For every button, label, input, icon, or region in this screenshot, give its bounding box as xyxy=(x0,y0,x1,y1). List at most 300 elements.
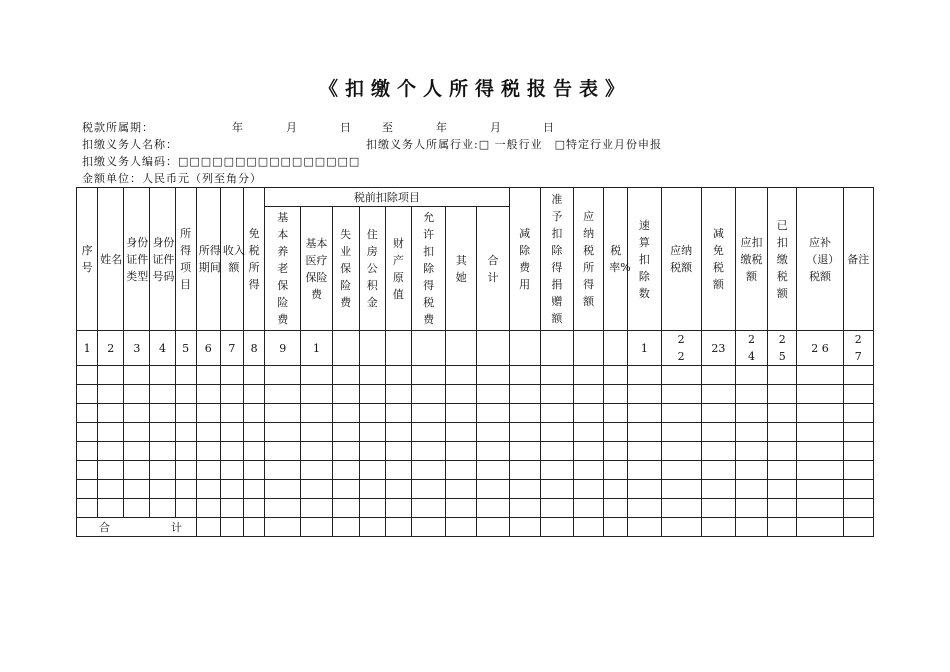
table-cell[interactable] xyxy=(301,499,332,518)
table-cell[interactable] xyxy=(509,404,540,423)
col-number xyxy=(540,331,573,366)
table-cell[interactable] xyxy=(124,499,150,518)
table-cell[interactable] xyxy=(540,404,573,423)
col-header-housing-fund: 住房公积金 xyxy=(359,207,385,331)
table-cell[interactable] xyxy=(628,461,661,480)
table-cell[interactable] xyxy=(797,385,843,404)
table-cell[interactable] xyxy=(628,518,661,537)
table-cell[interactable] xyxy=(661,404,701,423)
table-cell[interactable] xyxy=(244,518,265,537)
table-cell[interactable] xyxy=(628,385,661,404)
table-cell[interactable] xyxy=(244,385,265,404)
table-cell[interactable] xyxy=(604,366,628,385)
table-cell[interactable] xyxy=(701,499,735,518)
col-header-index: 序号 xyxy=(77,188,98,331)
table-cell[interactable] xyxy=(196,442,220,461)
period-year: 年 xyxy=(232,121,244,134)
table-cell[interactable] xyxy=(509,499,540,518)
table-cell[interactable] xyxy=(768,461,797,480)
table-cell[interactable] xyxy=(332,423,359,442)
table-cell[interactable] xyxy=(735,385,767,404)
table-cell[interactable] xyxy=(843,442,873,461)
col-header-allowed-taxes: 允许扣除得税费 xyxy=(412,207,446,331)
table-cell[interactable] xyxy=(509,366,540,385)
table-cell[interactable] xyxy=(265,404,301,423)
table-cell[interactable] xyxy=(701,442,735,461)
table-cell[interactable] xyxy=(540,442,573,461)
table-cell[interactable] xyxy=(265,442,301,461)
table-cell[interactable] xyxy=(332,404,359,423)
table-cell[interactable] xyxy=(359,404,385,423)
table-row xyxy=(77,442,874,461)
table-cell[interactable] xyxy=(385,366,411,385)
table-cell[interactable] xyxy=(98,423,124,442)
table-cell[interactable] xyxy=(220,442,243,461)
table-cell[interactable] xyxy=(843,366,873,385)
table-cell[interactable] xyxy=(124,385,150,404)
col-number xyxy=(509,331,540,366)
table-cell[interactable] xyxy=(477,442,509,461)
table-cell[interactable] xyxy=(412,461,446,480)
table-cell[interactable] xyxy=(359,518,385,537)
total-row xyxy=(77,518,874,537)
table-cell[interactable] xyxy=(628,499,661,518)
col-number xyxy=(359,331,385,366)
col-header-subtotal: 合计 xyxy=(477,207,509,331)
table-cell[interactable] xyxy=(412,518,446,537)
table-cell[interactable] xyxy=(573,461,603,480)
table-cell[interactable] xyxy=(540,499,573,518)
table-cell[interactable] xyxy=(77,385,98,404)
table-cell[interactable] xyxy=(77,366,98,385)
table-cell[interactable] xyxy=(768,480,797,499)
table-cell[interactable] xyxy=(628,423,661,442)
col-number: 8 xyxy=(244,331,265,366)
col-number: 22 xyxy=(661,331,701,366)
col-header-property-value: 财产原值 xyxy=(385,207,411,331)
table-cell[interactable] xyxy=(124,366,150,385)
table-cell[interactable] xyxy=(412,404,446,423)
header-row-1 xyxy=(77,188,874,207)
table-cell[interactable] xyxy=(150,480,175,499)
table-cell[interactable] xyxy=(175,499,196,518)
table-cell[interactable] xyxy=(604,385,628,404)
table-cell[interactable] xyxy=(661,480,701,499)
table-cell[interactable] xyxy=(735,461,767,480)
table-cell[interactable] xyxy=(735,518,767,537)
table-cell[interactable] xyxy=(412,480,446,499)
table-cell[interactable] xyxy=(573,499,603,518)
table-cell[interactable] xyxy=(244,461,265,480)
table-cell[interactable] xyxy=(175,442,196,461)
table-cell[interactable] xyxy=(359,461,385,480)
table-cell[interactable] xyxy=(196,385,220,404)
table-cell[interactable] xyxy=(196,518,220,537)
table-cell[interactable] xyxy=(244,480,265,499)
table-row xyxy=(77,423,874,442)
table-cell[interactable] xyxy=(661,518,701,537)
table-cell[interactable] xyxy=(265,499,301,518)
table-cell[interactable] xyxy=(477,518,509,537)
table-cell[interactable] xyxy=(604,499,628,518)
table-cell[interactable] xyxy=(446,404,477,423)
table-cell[interactable] xyxy=(265,366,301,385)
table-cell[interactable] xyxy=(701,385,735,404)
table-row xyxy=(77,480,874,499)
table-cell[interactable] xyxy=(573,423,603,442)
table-cell[interactable] xyxy=(446,518,477,537)
table-cell[interactable] xyxy=(477,366,509,385)
table-cell[interactable] xyxy=(768,442,797,461)
table-cell[interactable] xyxy=(797,461,843,480)
table-cell[interactable] xyxy=(124,480,150,499)
total-label: 合 计 xyxy=(77,518,197,537)
table-cell[interactable] xyxy=(604,461,628,480)
table-cell[interactable] xyxy=(628,442,661,461)
table-cell[interactable] xyxy=(477,461,509,480)
col-header-tax-withheld: 已扣缴税额 xyxy=(768,188,797,331)
table-cell[interactable] xyxy=(220,423,243,442)
col-number: 4 xyxy=(150,331,175,366)
table-cell[interactable] xyxy=(98,480,124,499)
table-cell[interactable] xyxy=(220,499,243,518)
table-cell[interactable] xyxy=(628,366,661,385)
table-cell[interactable] xyxy=(446,480,477,499)
table-cell[interactable] xyxy=(385,518,411,537)
table-cell[interactable] xyxy=(573,404,603,423)
table-cell[interactable] xyxy=(301,518,332,537)
table-cell[interactable] xyxy=(768,499,797,518)
table-cell[interactable] xyxy=(124,442,150,461)
table-cell[interactable] xyxy=(797,480,843,499)
table-cell[interactable] xyxy=(735,366,767,385)
table-cell[interactable] xyxy=(301,404,332,423)
table-cell[interactable] xyxy=(359,385,385,404)
table-cell[interactable] xyxy=(768,366,797,385)
column-number-row xyxy=(77,331,874,366)
table-cell[interactable] xyxy=(359,480,385,499)
table-cell[interactable] xyxy=(175,480,196,499)
table-cell[interactable] xyxy=(661,385,701,404)
col-number xyxy=(477,331,509,366)
table-cell[interactable] xyxy=(196,480,220,499)
table-cell[interactable] xyxy=(244,442,265,461)
table-cell[interactable] xyxy=(509,461,540,480)
table-cell[interactable] xyxy=(509,518,540,537)
table-cell[interactable] xyxy=(220,366,243,385)
period-to: 至 xyxy=(382,121,394,134)
table-cell[interactable] xyxy=(301,385,332,404)
table-cell[interactable] xyxy=(220,518,243,537)
table-cell[interactable] xyxy=(604,423,628,442)
col-header-tax-free-income: 免税所得 xyxy=(244,188,265,331)
table-cell[interactable] xyxy=(843,480,873,499)
table-cell[interactable] xyxy=(301,461,332,480)
table-cell[interactable] xyxy=(446,366,477,385)
table-cell[interactable] xyxy=(843,423,873,442)
table-cell[interactable] xyxy=(196,499,220,518)
table-cell[interactable] xyxy=(98,404,124,423)
table-cell[interactable] xyxy=(628,404,661,423)
table-cell[interactable] xyxy=(98,366,124,385)
table-cell[interactable] xyxy=(797,518,843,537)
table-cell[interactable] xyxy=(540,480,573,499)
table-cell[interactable] xyxy=(220,404,243,423)
table-cell[interactable] xyxy=(196,423,220,442)
table-cell[interactable] xyxy=(540,385,573,404)
table-cell[interactable] xyxy=(265,385,301,404)
table-cell[interactable] xyxy=(446,442,477,461)
table-cell[interactable] xyxy=(332,461,359,480)
table-cell[interactable] xyxy=(661,366,701,385)
table-cell[interactable] xyxy=(768,518,797,537)
table-cell[interactable] xyxy=(843,461,873,480)
table-cell[interactable] xyxy=(412,366,446,385)
table-cell[interactable] xyxy=(843,518,873,537)
table-cell[interactable] xyxy=(98,499,124,518)
table-cell[interactable] xyxy=(77,404,98,423)
table-cell[interactable] xyxy=(446,385,477,404)
col-header-income-item: 所得项目 xyxy=(175,188,196,331)
table-cell[interactable] xyxy=(77,461,98,480)
table-cell[interactable] xyxy=(359,366,385,385)
table-cell[interactable] xyxy=(797,442,843,461)
period-month: 月 xyxy=(286,121,298,134)
col-number: 3 xyxy=(124,331,150,366)
table-cell[interactable] xyxy=(385,404,411,423)
table-cell[interactable] xyxy=(604,404,628,423)
table-cell[interactable] xyxy=(509,423,540,442)
col-header-income-period: 所得期间 xyxy=(196,188,220,331)
table-cell[interactable] xyxy=(332,442,359,461)
table-cell[interactable] xyxy=(604,442,628,461)
table-cell[interactable] xyxy=(244,366,265,385)
table-cell[interactable] xyxy=(661,423,701,442)
table-cell[interactable] xyxy=(843,385,873,404)
table-cell[interactable] xyxy=(175,366,196,385)
table-cell[interactable] xyxy=(385,385,411,404)
col-header-tax-payable: 应纳税额 xyxy=(661,188,701,331)
table-cell[interactable] xyxy=(265,461,301,480)
table-cell[interactable] xyxy=(540,461,573,480)
table-row xyxy=(77,461,874,480)
table-cell[interactable] xyxy=(843,404,873,423)
table-cell[interactable] xyxy=(196,461,220,480)
period-line xyxy=(82,119,782,133)
table-cell[interactable] xyxy=(573,480,603,499)
table-cell[interactable] xyxy=(220,461,243,480)
table-cell[interactable] xyxy=(332,499,359,518)
table-cell[interactable] xyxy=(661,442,701,461)
table-cell[interactable] xyxy=(540,518,573,537)
table-cell[interactable] xyxy=(477,499,509,518)
table-cell[interactable] xyxy=(412,499,446,518)
table-cell[interactable] xyxy=(150,366,175,385)
table-cell[interactable] xyxy=(150,404,175,423)
col-number: 6 xyxy=(196,331,220,366)
table-cell[interactable] xyxy=(797,423,843,442)
table-cell[interactable] xyxy=(477,423,509,442)
table-row xyxy=(77,385,874,404)
table-cell[interactable] xyxy=(604,480,628,499)
table-cell[interactable] xyxy=(150,385,175,404)
table-cell[interactable] xyxy=(385,499,411,518)
col-number: 1 xyxy=(628,331,661,366)
table-cell[interactable] xyxy=(385,480,411,499)
period-year-2: 年 xyxy=(436,121,448,134)
table-cell[interactable] xyxy=(446,499,477,518)
col-number xyxy=(573,331,603,366)
table-cell[interactable] xyxy=(768,423,797,442)
table-cell[interactable] xyxy=(412,423,446,442)
table-cell[interactable] xyxy=(573,518,603,537)
table-cell[interactable] xyxy=(735,442,767,461)
table-cell[interactable] xyxy=(150,499,175,518)
table-cell[interactable] xyxy=(301,480,332,499)
col-header-remarks: 备注 xyxy=(843,188,873,331)
table-cell[interactable] xyxy=(843,499,873,518)
table-cell[interactable] xyxy=(661,499,701,518)
tax-report-table xyxy=(76,187,874,537)
table-cell[interactable] xyxy=(735,404,767,423)
table-cell[interactable] xyxy=(701,404,735,423)
col-header-tax-balance: 应补（退）税额 xyxy=(797,188,843,331)
col-header-taxable-income: 应纳税所得额 xyxy=(573,188,603,331)
table-cell[interactable] xyxy=(196,404,220,423)
table-cell[interactable] xyxy=(701,480,735,499)
currency-label: 金额单位：人民币元（列至角分） xyxy=(82,172,262,185)
table-cell[interactable] xyxy=(359,499,385,518)
col-number: 23 xyxy=(701,331,735,366)
col-number: 7 xyxy=(220,331,243,366)
table-cell[interactable] xyxy=(701,423,735,442)
table-cell[interactable] xyxy=(332,518,359,537)
table-cell[interactable] xyxy=(797,366,843,385)
table-cell[interactable] xyxy=(150,461,175,480)
table-cell[interactable] xyxy=(175,404,196,423)
table-cell[interactable] xyxy=(244,404,265,423)
table-cell[interactable] xyxy=(220,480,243,499)
table-cell[interactable] xyxy=(301,442,332,461)
table-cell[interactable] xyxy=(265,480,301,499)
period-month-2: 月 xyxy=(490,121,502,134)
table-cell[interactable] xyxy=(735,480,767,499)
table-cell[interactable] xyxy=(735,423,767,442)
table-cell[interactable] xyxy=(196,366,220,385)
table-cell[interactable] xyxy=(701,461,735,480)
col-header-tax-rate: 税率% xyxy=(604,188,628,331)
col-number: 1 xyxy=(77,331,98,366)
table-cell[interactable] xyxy=(573,366,603,385)
table-cell[interactable] xyxy=(332,366,359,385)
table-cell[interactable] xyxy=(265,423,301,442)
table-cell[interactable] xyxy=(175,423,196,442)
table-cell[interactable] xyxy=(385,442,411,461)
table-cell[interactable] xyxy=(412,442,446,461)
table-cell[interactable] xyxy=(359,423,385,442)
table-cell[interactable] xyxy=(77,480,98,499)
col-header-id-number: 身份证件号码 xyxy=(150,188,175,331)
table-cell[interactable] xyxy=(509,385,540,404)
col-number: 25 xyxy=(768,331,797,366)
agent-code-label: 扣缴义务人编码：□□□□□□□□□□□□□□□□ xyxy=(82,155,361,168)
table-cell[interactable] xyxy=(540,366,573,385)
table-cell[interactable] xyxy=(540,423,573,442)
table-cell[interactable] xyxy=(797,404,843,423)
table-cell[interactable] xyxy=(175,385,196,404)
col-number xyxy=(446,331,477,366)
table-cell[interactable] xyxy=(244,499,265,518)
table-cell[interactable] xyxy=(77,423,98,442)
table-cell[interactable] xyxy=(124,461,150,480)
table-cell[interactable] xyxy=(124,404,150,423)
table-cell[interactable] xyxy=(220,385,243,404)
table-cell[interactable] xyxy=(604,518,628,537)
table-row xyxy=(77,404,874,423)
table-cell[interactable] xyxy=(98,385,124,404)
table-cell[interactable] xyxy=(124,423,150,442)
table-cell[interactable] xyxy=(385,423,411,442)
table-cell[interactable] xyxy=(446,423,477,442)
table-cell[interactable] xyxy=(359,442,385,461)
table-cell[interactable] xyxy=(768,385,797,404)
col-number: 2 xyxy=(98,331,124,366)
table-cell[interactable] xyxy=(701,366,735,385)
table-cell[interactable] xyxy=(509,442,540,461)
table-cell[interactable] xyxy=(573,442,603,461)
table-cell[interactable] xyxy=(77,499,98,518)
data-rows xyxy=(77,366,874,518)
table-cell[interactable] xyxy=(385,461,411,480)
col-header-deduction-expense: 减除费用 xyxy=(509,188,540,331)
table-cell[interactable] xyxy=(332,385,359,404)
table-cell[interactable] xyxy=(701,518,735,537)
table-cell[interactable] xyxy=(150,442,175,461)
table-row xyxy=(77,366,874,385)
table-cell[interactable] xyxy=(332,480,359,499)
col-number: 27 xyxy=(843,331,873,366)
table-cell[interactable] xyxy=(628,480,661,499)
col-header-tax-relief: 减免税额 xyxy=(701,188,735,331)
col-number: 5 xyxy=(175,331,196,366)
table-cell[interactable] xyxy=(797,499,843,518)
period-label: 税款所属期： xyxy=(82,121,154,134)
table-cell[interactable] xyxy=(301,423,332,442)
table-cell[interactable] xyxy=(573,385,603,404)
table-cell[interactable] xyxy=(265,518,301,537)
table-cell[interactable] xyxy=(98,442,124,461)
table-cell[interactable] xyxy=(98,461,124,480)
table-cell[interactable] xyxy=(509,480,540,499)
table-cell[interactable] xyxy=(175,461,196,480)
table-cell[interactable] xyxy=(661,461,701,480)
table-cell[interactable] xyxy=(477,385,509,404)
col-number xyxy=(604,331,628,366)
table-cell[interactable] xyxy=(477,404,509,423)
table-cell[interactable] xyxy=(446,461,477,480)
agent-name-label: 扣缴义务人名称： xyxy=(82,138,178,151)
col-number xyxy=(332,331,359,366)
page-title: 《扣缴个人所得税报告表》 xyxy=(318,78,631,100)
table-cell[interactable] xyxy=(412,385,446,404)
table-cell[interactable] xyxy=(477,480,509,499)
table-cell[interactable] xyxy=(77,442,98,461)
table-cell[interactable] xyxy=(735,499,767,518)
table-cell[interactable] xyxy=(768,404,797,423)
table-cell[interactable] xyxy=(244,423,265,442)
table-cell[interactable] xyxy=(150,423,175,442)
table-cell[interactable] xyxy=(301,366,332,385)
